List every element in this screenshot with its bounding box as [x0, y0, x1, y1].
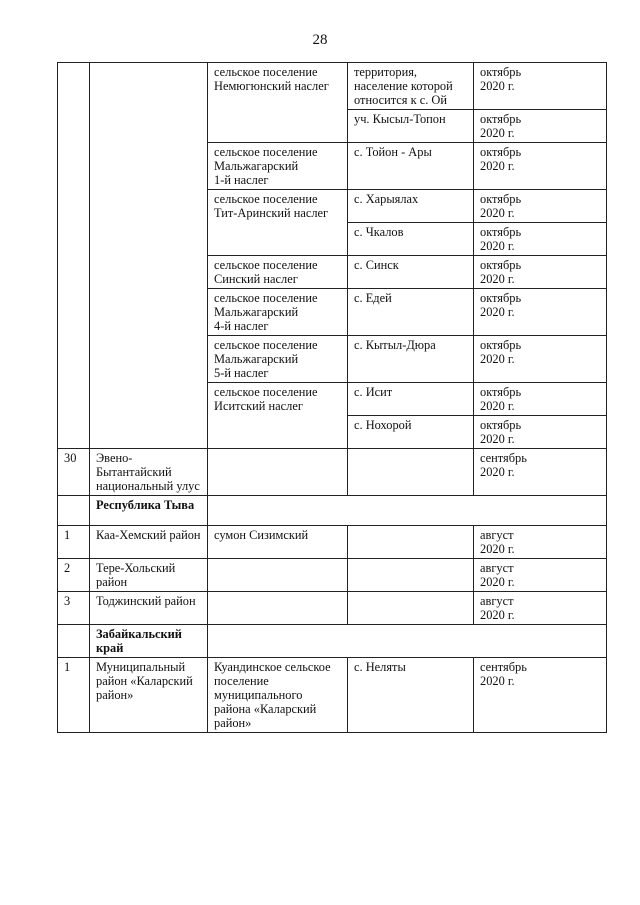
settlement-cell: сумон Сизимский	[208, 526, 348, 559]
location-cell: территория, население которой относится к с. Ой	[348, 63, 474, 110]
region-header: Республика Тыва	[90, 496, 208, 526]
district-cell: Каа-Хемский район	[90, 526, 208, 559]
location-cell: уч. Кысыл-Топон	[348, 110, 474, 143]
location-cell	[348, 526, 474, 559]
table-row	[58, 592, 607, 625]
location-cell	[348, 592, 474, 625]
date-cell: август 2020 г.	[474, 559, 607, 592]
number-cell	[58, 625, 90, 658]
region-empty-cell	[208, 625, 607, 658]
settlement-cell: сельское поселение Иситский наслег	[208, 383, 348, 449]
table-row	[58, 496, 607, 526]
settlement-cell	[208, 449, 348, 496]
settlement-cell: сельское поселение Синский наслег	[208, 256, 348, 289]
region-header: Забайкальский край	[90, 625, 208, 658]
page-number: 28	[312, 32, 328, 48]
settlement-cell: сельское поселение Тит-Аринский наслег	[208, 190, 348, 256]
settlement-cell: сельское поселение Мальжагарский 1-й наслег	[208, 143, 348, 190]
table-row	[58, 559, 607, 592]
location-cell: с. Исит	[348, 383, 474, 416]
date-cell: октябрь 2020 г.	[474, 383, 607, 416]
date-cell: октябрь 2020 г.	[474, 256, 607, 289]
date-cell: октябрь 2020 г.	[474, 190, 607, 223]
location-cell	[348, 559, 474, 592]
date-cell: октябрь 2020 г.	[474, 289, 607, 336]
number-cell: 1	[58, 526, 90, 559]
district-cell	[90, 63, 208, 449]
location-cell: с. Нохорой	[348, 416, 474, 449]
location-cell: с. Неляты	[348, 658, 474, 733]
location-cell: с. Кытыл-Дюра	[348, 336, 474, 383]
table-row	[58, 625, 607, 658]
region-empty-cell	[208, 496, 607, 526]
settlement-cell: сельское поселение Мальжагарский 4-й наслег	[208, 289, 348, 336]
date-cell: август 2020 г.	[474, 526, 607, 559]
date-cell: октябрь 2020 г.	[474, 416, 607, 449]
date-cell: октябрь 2020 г.	[474, 110, 607, 143]
date-cell: октябрь 2020 г.	[474, 223, 607, 256]
number-cell: 1	[58, 658, 90, 733]
location-cell: с. Харыялах	[348, 190, 474, 223]
date-cell: октябрь 2020 г.	[474, 143, 607, 190]
date-cell: сентябрь 2020 г.	[474, 658, 607, 733]
number-cell	[58, 496, 90, 526]
table-row	[58, 658, 607, 733]
date-cell: август 2020 г.	[474, 592, 607, 625]
date-cell: сентябрь 2020 г.	[474, 449, 607, 496]
district-cell: Тоджинский район	[90, 592, 208, 625]
location-cell: с. Синск	[348, 256, 474, 289]
number-cell: 3	[58, 592, 90, 625]
date-cell: октябрь 2020 г.	[474, 63, 607, 110]
settlement-cell	[208, 559, 348, 592]
location-cell	[348, 449, 474, 496]
settlement-cell: сельское поселение Мальжагарский 5-й наслег	[208, 336, 348, 383]
table-row	[58, 449, 607, 496]
number-cell: 30	[58, 449, 90, 496]
schedule-table	[57, 62, 607, 733]
settlement-cell	[208, 592, 348, 625]
location-cell: с. Тойон - Ары	[348, 143, 474, 190]
settlement-cell: Куандинское сельское поселение муниципального района «Каларский район»	[208, 658, 348, 733]
date-cell: октябрь 2020 г.	[474, 336, 607, 383]
table-row	[58, 63, 607, 110]
location-cell: с. Едей	[348, 289, 474, 336]
district-cell: Эвено- Бытантайский национальный улус	[90, 449, 208, 496]
table-row	[58, 526, 607, 559]
location-cell: с. Чкалов	[348, 223, 474, 256]
settlement-cell: сельское поселение Немюгюнский наслег	[208, 63, 348, 143]
number-cell: 2	[58, 559, 90, 592]
district-cell: Тере-Хольский район	[90, 559, 208, 592]
number-cell	[58, 63, 90, 449]
district-cell: Муниципальный район «Каларский район»	[90, 658, 208, 733]
